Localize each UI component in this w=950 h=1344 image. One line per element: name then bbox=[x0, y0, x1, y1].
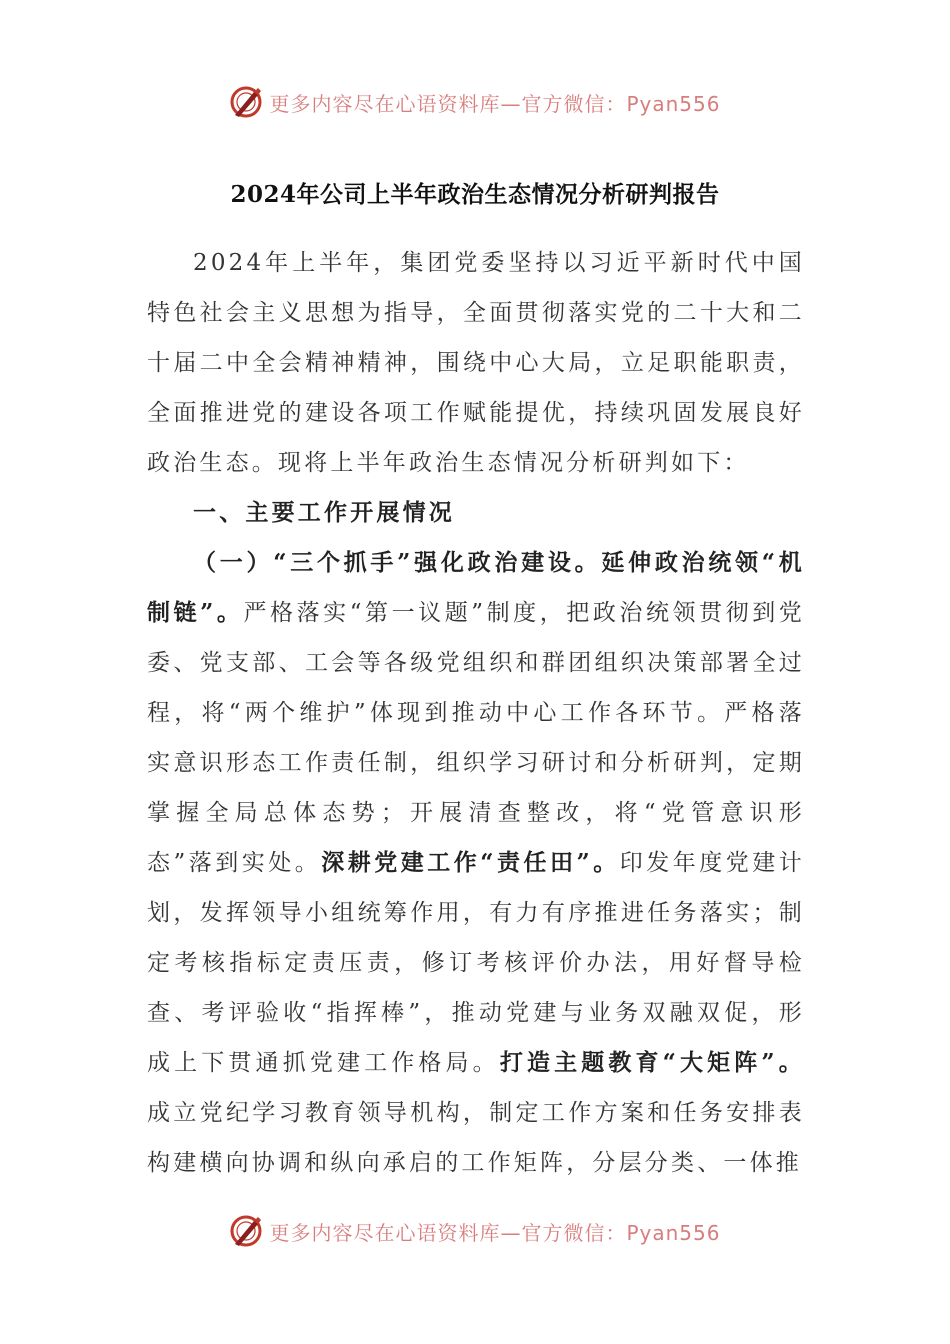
point-title: 延伸政治统领“机制链”。 bbox=[147, 549, 805, 626]
section-heading: 一、主要工作开展情况 bbox=[193, 499, 455, 526]
header-watermark-banner bbox=[0, 82, 950, 122]
point-text: 严格落实“第一议题”制度，把政治统领贯彻到党委、党支部、工会等各级党组织和群团组织决策部署全过程，将“两个维护”体现到推动中心工作各环节。严格落实意识形态工作责任制，组织学习研讨和分析研判，定期掌握全局总体态势；开展清查整改，将“党管意识形态”落到实处。 bbox=[147, 600, 806, 876]
document-body bbox=[147, 238, 805, 1188]
subsection-heading: （一）“三个抓手”强化政治建设。 bbox=[193, 549, 602, 576]
intro-paragraph: 2024年上半年，集团党委坚持以习近平新时代中国特色社会主义思想为指导，全面贯彻落实党的二十大和二十届二中全会精神精神，围绕中心大局，立足职能职责，全面推进党的建设各项工作赋能提优，持续巩固发展良好政治生态。现将上半年政治生态情况分析研判如下： bbox=[147, 250, 805, 476]
point-title: 打造主题教育“大矩阵”。 bbox=[499, 1049, 805, 1076]
body-paragraph bbox=[147, 538, 805, 1188]
point-text: 成立党纪学习教育领导机构，制定工作方案和任务安排表构建横向协调和纵向承启的工作矩阵，分层分类、一体推 bbox=[147, 1100, 805, 1176]
pen-logo-icon bbox=[229, 85, 263, 119]
point-title: 深耕党建工作“责任田”。 bbox=[321, 849, 620, 876]
document-title: 2024年公司上半年政治生态情况分析研判报告 bbox=[230, 181, 720, 208]
footer-watermark-banner bbox=[0, 1211, 950, 1251]
watermark-text: 更多内容尽在心语资料库—官方微信：Pyan556 bbox=[269, 1220, 721, 1245]
pen-logo-icon bbox=[229, 1214, 263, 1248]
watermark-text: 更多内容尽在心语资料库—官方微信：Pyan556 bbox=[269, 91, 721, 116]
point-text: 印发年度党建计划，发挥领导小组统筹作用，有力有序推进任务落实；制定考核指标定责压责，修订考核评价办法，用好督导检查、考评验收“指挥棒”，推动党建与业务双融双促，形成上下贯通抓党建工作格局。 bbox=[147, 850, 805, 1076]
